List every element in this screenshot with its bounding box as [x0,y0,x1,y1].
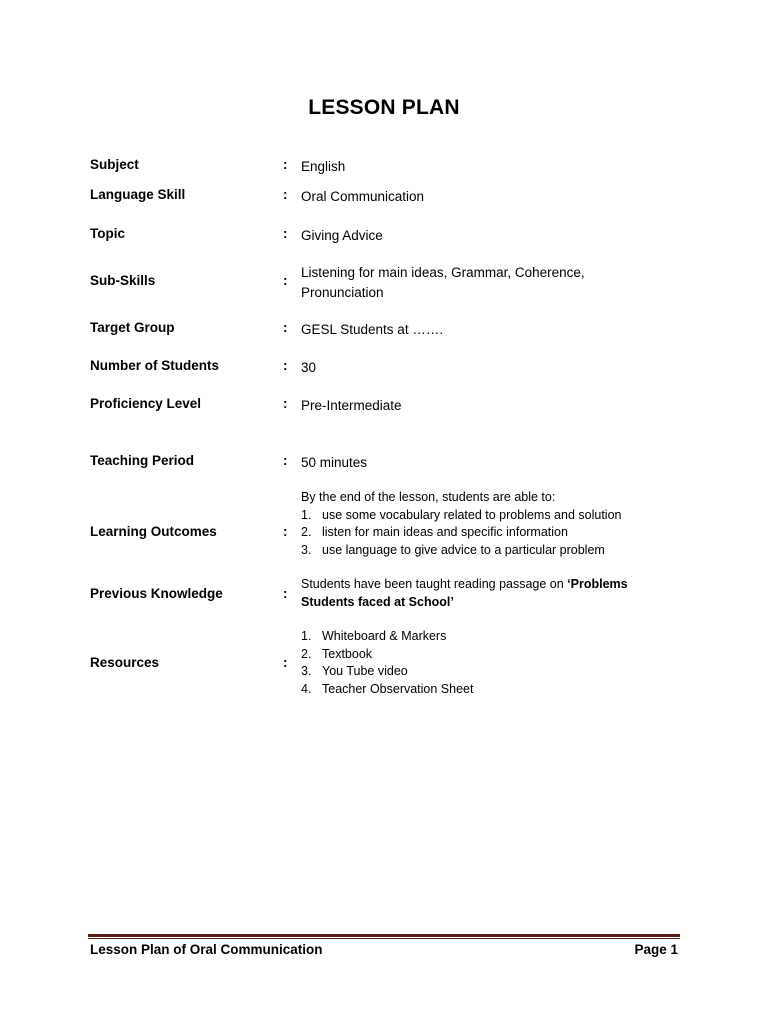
field-label: Learning Outcomes [90,524,217,539]
field-label: Previous Knowledge [90,586,223,601]
field-value [301,263,691,303]
field-value: 50 minutes [301,455,368,470]
field-colon: : [283,358,288,373]
footer-divider [88,934,680,937]
field-colon: : [283,524,288,539]
field-label: Proficiency Level [90,396,202,411]
outcomes-list [301,507,691,560]
field-colon: : [283,226,288,241]
field-value: Oral Communication [301,189,425,204]
field-label: Topic [90,226,125,241]
field-colon: : [283,320,288,335]
list-item: 3. You Tube video [301,664,408,678]
field-value: Giving Advice [301,228,383,243]
resources-list [301,628,691,698]
list-item: 3. use language to give advice to a particular problem [301,542,605,557]
field-colon: : [283,586,288,601]
field-value: Pre-Intermediate [301,398,402,413]
footer-divider-thin [88,938,680,939]
list-item: 2. listen for main ideas and specific information [301,525,568,539]
field-colon: : [283,655,288,670]
page-title: LESSON PLAN [308,96,460,119]
field-value: English [301,159,346,174]
list-item: 2. Textbook [301,646,373,661]
field-label: Number of Students [90,358,220,373]
sub-skills-line-2: Pronunciation [301,285,384,300]
field-value [301,489,691,559]
field-label: Subject [90,157,139,172]
field-label: Resources [90,655,160,670]
field-value [301,576,691,611]
field-value: GESL Students at ……. [301,322,444,337]
list-item: 1. use some vocabulary related to problems and solution [301,507,622,522]
previous-knowledge-line-2: Students faced at School’ [301,594,454,609]
field-label: Target Group [90,320,175,335]
list-item: 4. Teacher Observation Sheet [301,681,474,696]
field-label: Teaching Period [90,453,195,468]
field-value [301,628,691,698]
field-value: 30 [301,360,317,375]
field-label: Sub-Skills [90,273,156,288]
field-label: Language Skill [90,187,186,202]
field-colon: : [283,396,288,411]
field-colon: : [283,273,288,288]
outcomes-intro: By the end of the lesson, students are able to: [301,490,556,504]
page-number: Page 1 [634,942,678,957]
previous-knowledge-line-1: Students have been taught reading passage on ‘Problems [301,577,628,591]
field-colon: : [283,453,288,468]
list-item: 1. Whiteboard & Markers [301,629,447,643]
field-colon: : [283,157,288,172]
sub-skills-line-1: Listening for main ideas, Grammar, Coherence, [301,265,585,280]
field-colon: : [283,187,288,202]
footer-title: Lesson Plan of Oral Communication [90,942,323,957]
